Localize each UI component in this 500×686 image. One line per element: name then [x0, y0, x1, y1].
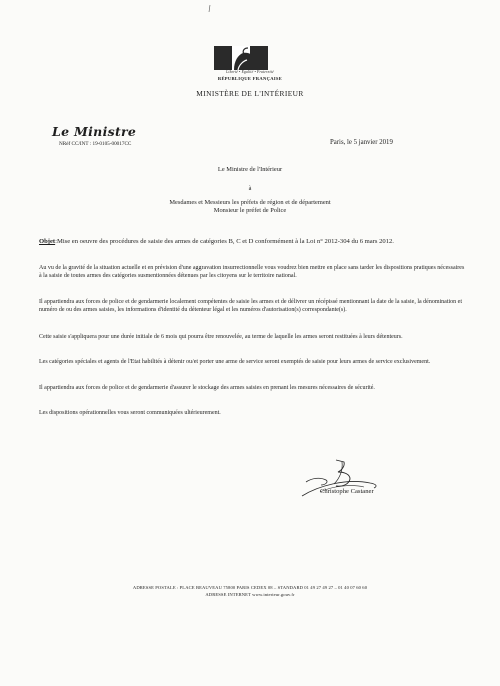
- body-paragraph-1: Au vu de la gravité de la situation actuelle et en prévision d'une aggravation insurrectionnelle vous voudrez bien mettre en place sans tarder les dispositions pratiques nécessaires à la saisie de toutes armes des catégories susmentionnées détenues par les citoyens sur le territoire national.: [39, 265, 465, 280]
- signatory-name: Christophe Castaner: [320, 488, 374, 495]
- sender-line: Le Ministre de l'Intérieur: [217, 166, 283, 173]
- letter-date: Paris, le 5 janvier 2019: [330, 139, 393, 146]
- body-paragraph-5: Il appartiendra aux forces de police et de gendarmerie d'assurer le stockage des armes saisies en prenant les mesures nécessaires de sécurité.: [39, 385, 375, 391]
- body-paragraph-3: Cette saisie s'appliquera pour une durée initiale de 6 mois qui pourra être renouvelée, au terme de laquelle les armes seront restituées à leurs détenteurs.: [39, 334, 403, 340]
- recipients-line-2: Monsieur le préfet de Police: [213, 207, 287, 214]
- ministry-name: MINISTÈRE DE L'INTÉRIEUR: [196, 89, 304, 98]
- subject-label: Objet: [39, 238, 56, 245]
- subject-text: :Mise en oeuvre des procédures de saisie des armes de catégories B, C et D conformément à la Loi n° 2012-304 du 6 mars 2012.: [55, 238, 394, 245]
- republic-name: RÉPUBLIQUE FRANÇAISE: [217, 76, 283, 81]
- scan-speck: [208, 5, 212, 12]
- footer-postal-address: ADRESSE POSTALE : PLACE BEAUVEAU 75800 PARIS CEDEX 08 – STANDARD 01 49 27 49 27 – 01 40 07 60 60: [132, 585, 368, 590]
- addressee-a: à: [248, 185, 252, 192]
- body-paragraph-2: Il appartiendra aux forces de police et de gendarmerie localement compétentes de saisie les armes et de délivrer un récépissé mentionnant la date de la saisie, la dénomination et numéro de ou des armes saisies, les informations d'identité du détenteur légal et les numéros d'autorisation(s) correspondante(s).: [39, 299, 462, 314]
- letterhead-title: Le Ministre: [52, 124, 137, 139]
- reference-number: NRéf CC/INT : 19-0105-00017CC: [59, 141, 132, 147]
- handwritten-signature: [298, 452, 380, 508]
- republic-motto: Liberté • Égalité • Fraternité: [226, 70, 274, 74]
- recipients-line-1: Mesdames et Messieurs les préfets de région et de département: [169, 199, 331, 206]
- subject-line: [39, 238, 469, 245]
- body-paragraph-6: Les dispositions opérationnelles vous seront communiquées ultérieurement.: [39, 410, 221, 416]
- body-paragraph-4: Les catégories spéciales et agents de l'Etat habilités à détenir ou/et porter une arme de service seront exemptés de saisie pour leurs armes de service exclusivement.: [39, 359, 431, 365]
- footer-web-address: ADRESSE INTERNET www.interieur.gouv.fr: [205, 592, 295, 597]
- marianne-logo: [198, 44, 284, 90]
